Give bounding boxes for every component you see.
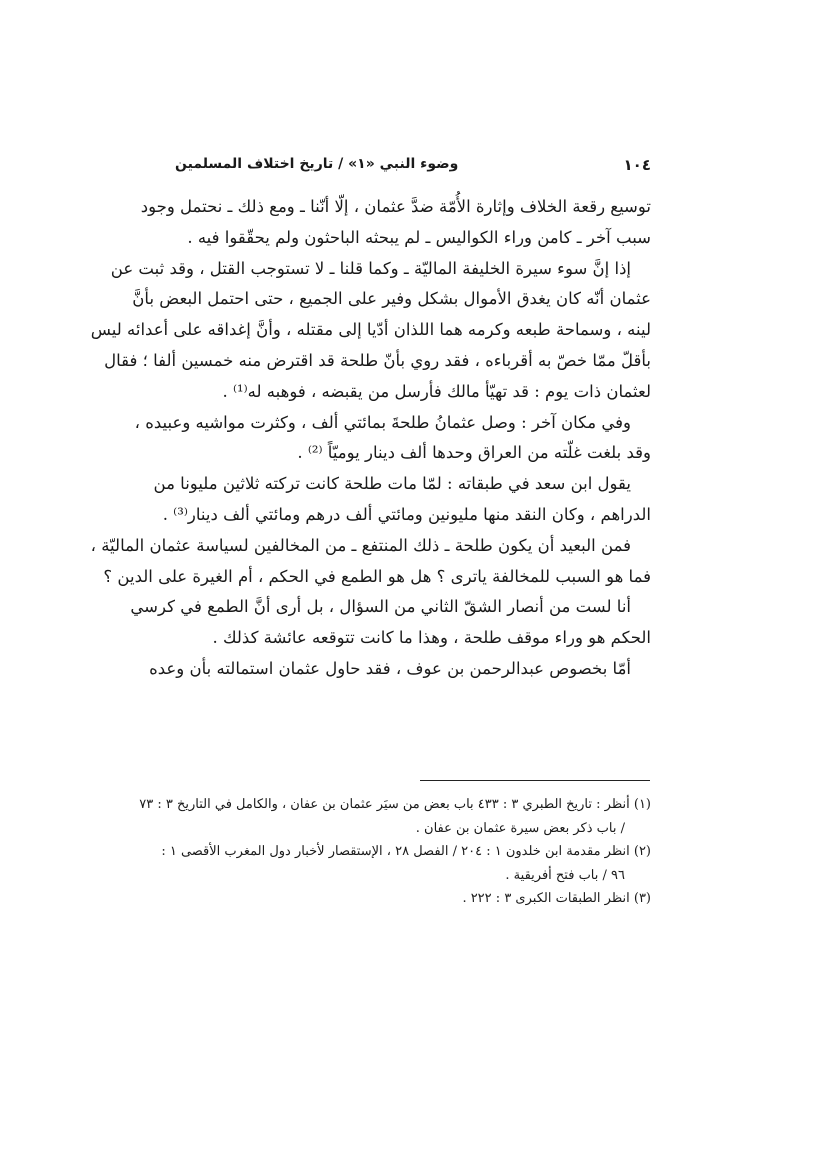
body-line: أنا لست من أنصار الشقّ الثاني من السؤال ، بل أرى أنَّ الطمع في كرسي: [130, 597, 631, 617]
footnote-line: / باب ذكر بعض سيرة عثمان بن عفان .: [415, 820, 625, 836]
body-line: توسيع رقعة الخلاف وإثارة الأُمّة ضدَّ عثمان ، إلّا أنّنا ـ ومع ذلك ـ نحتمل وجود: [140, 197, 651, 216]
footnote-line: (٣) انظر الطبقات الكبرى ٣ : ٢٢٢ .: [462, 891, 651, 906]
body-line: لينه ، وسماحة طبعه وكرمه هما اللذان أدّيا إلى مقتله ، وأنَّ إغداقه على أعدائه ليس: [90, 320, 651, 340]
body-line: فمن البعيد أن يكون طلحة ـ ذلك المنتفع ـ من المخالفين لسياسة عثمان الماليّة ،: [90, 535, 631, 555]
body-line: وفي مكان آخر : وصل عثمانُ طلحةَ بمائتي ألف ، وكثرت مواشيه وعبيده ،: [134, 412, 631, 432]
body-line: بأقلّ ممّا خصّ به أقرباءه ، فقد روي بأنّ طلحة قد اقترض منه خمسين ألفا ؛ فقال: [104, 350, 651, 370]
body-line: إذا إنَّ سوء سيرة الخليفة الماليّة ـ وكما قلنا ـ لا تستوجب القتل ، وقد ثبت عن: [110, 258, 631, 278]
body-text: [90, 192, 651, 685]
footnote-divider: [420, 780, 650, 781]
body-line: سبب آخر ـ كامن وراء الكواليس ـ لم يبحثه الباحثون ولم يحقّقوا فيه .: [187, 227, 651, 247]
running-title: وضوء النبي «١» / تاريخ اختلاف المسلمين: [175, 156, 459, 172]
footnote-line: (٢) انظر مقدمة ابن خلدون ١ : ٢٠٤ / الفصل ٢٨ ، الإستقصار لأخبار دول المغرب الأقصى ١ :: [161, 844, 651, 859]
body-line: الدراهم ، وكان النقد منها مليونين ومائتي ألف درهم ومائتي ألف دينار⁽³⁾ .: [162, 504, 651, 524]
footnote-line: (١) أنظر : تاريخ الطبري ٣ : ٤٣٣ باب بعض من سيَر عثمان بن عفان ، والكامل في التاريخ ٣ : ٧٣: [139, 797, 651, 812]
body-line: أمّا بخصوص عبدالرحمن بن عوف ، فقد حاول عثمان استمالته بأن وعده: [149, 658, 631, 678]
body-line: وقد بلغت غلّته من العراق وحدها ألف دينار يوميّاً ⁽²⁾ .: [297, 443, 651, 463]
body-line: عثمان أنّه كان يغدق الأموال بشكل وفير على الجميع ، حتى احتمل البعض بأنَّ: [132, 289, 651, 309]
body-line: يقول ابن سعد في طبقاته : لمّا مات طلحة كانت تركته ثلاثين مليونا من: [153, 474, 631, 494]
body-line: لعثمان ذات يوم : قد تهيّأ مالك فأرسل من يقبضه ، فوهبه له⁽¹⁾ .: [222, 381, 651, 401]
footnote-line: ٩٦ / باب فتح أفريقية .: [505, 867, 625, 883]
page-header: [175, 152, 651, 182]
page-number: ١٠٤: [623, 156, 651, 174]
body-line: الحكم هو وراء موقف طلحة ، وهذا ما كانت تتوقعه عائشة كذلك .: [212, 628, 651, 648]
body-line: فما هو السبب للمخالفة ياترى ؟ هل هو الطمع في الحكم ، أم الغيرة على الدين ؟: [103, 566, 651, 586]
footnotes: [139, 793, 651, 911]
